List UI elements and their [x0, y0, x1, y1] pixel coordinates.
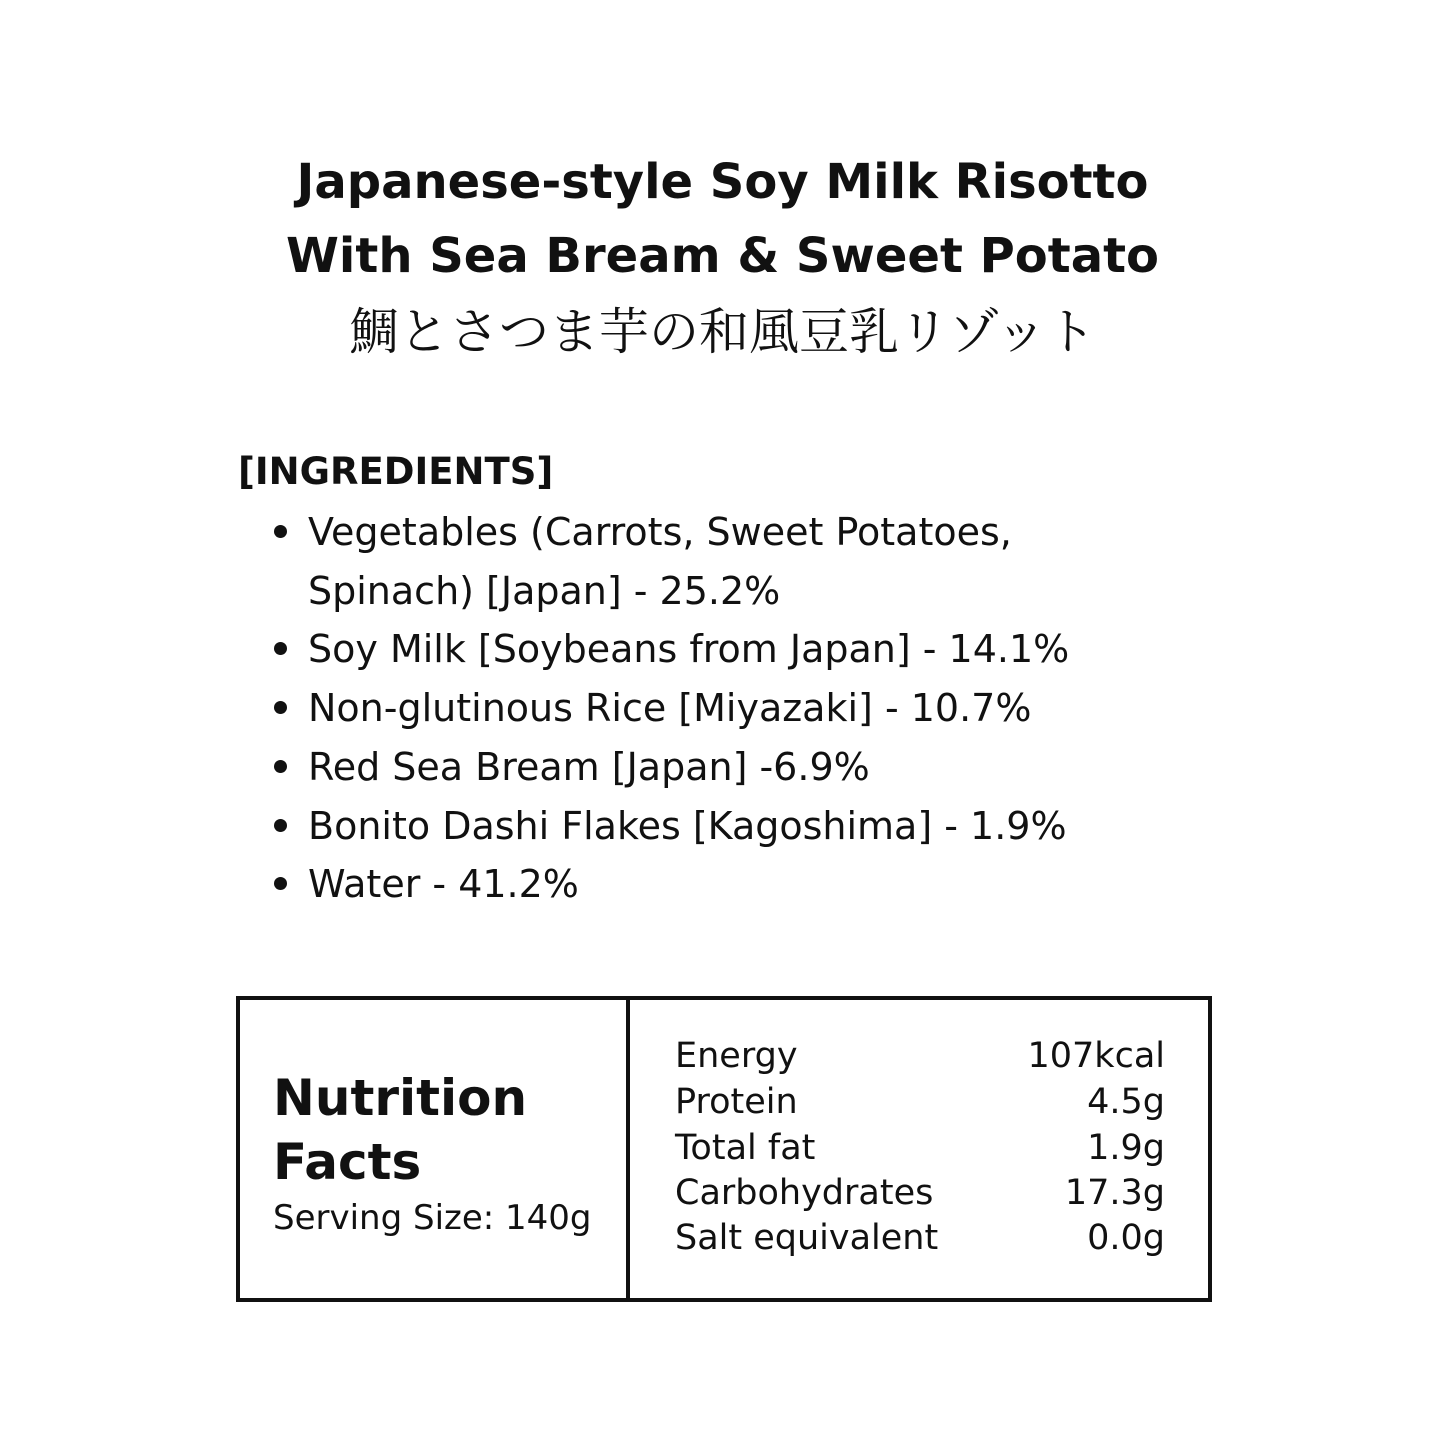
- nutrition-header-panel: [240, 1000, 630, 1298]
- bullet-icon: [274, 525, 287, 538]
- bullet-icon: [274, 819, 287, 832]
- nutrition-label: Carbohydrates: [675, 1173, 934, 1213]
- ingredients-list: [270, 503, 1170, 914]
- nutrition-label: Protein: [675, 1082, 798, 1122]
- ingredient-text: Vegetables (Carrots, Sweet Potatoes, Spinach) [Japan] - 25.2%: [308, 510, 1012, 613]
- nutrition-label: Salt equivalent: [675, 1218, 939, 1258]
- product-title: [0, 145, 1445, 371]
- bullet-icon: [274, 642, 287, 655]
- title-line-1: Japanese-style Soy Milk Risotto: [296, 154, 1149, 210]
- ingredient-item: [270, 503, 1170, 620]
- nutrition-value: 17.3g: [1064, 1173, 1165, 1213]
- nutrition-values-panel: [630, 1000, 1208, 1298]
- nutrition-label: Total fat: [675, 1128, 816, 1168]
- ingredient-text: Non-glutinous Rice [Miyazaki] - 10.7%: [308, 686, 1032, 731]
- title-line-2: With Sea Bream & Sweet Potato: [285, 228, 1160, 284]
- ingredient-text: Water - 41.2%: [308, 862, 579, 907]
- nutrition-value: 1.9g: [1087, 1128, 1165, 1168]
- bullet-icon: [274, 760, 287, 773]
- serving-size: Serving Size: 140g: [273, 1198, 592, 1238]
- nutrition-title-line-1: Nutrition: [273, 1069, 528, 1127]
- nutrition-row-total-fat: [675, 1125, 1165, 1171]
- ingredient-item: [270, 738, 1170, 797]
- nutrition-value: 4.5g: [1087, 1082, 1165, 1122]
- ingredient-text: Red Sea Bream [Japan] -6.9%: [308, 744, 870, 789]
- bullet-icon: [274, 701, 287, 714]
- ingredient-item: [270, 797, 1170, 856]
- ingredient-item: [270, 679, 1170, 738]
- ingredient-text: Soy Milk [Soybeans from Japan] - 14.1%: [308, 627, 1070, 672]
- bullet-icon: [274, 877, 287, 890]
- ingredient-item: [270, 855, 1170, 914]
- nutrition-title-line-2: Facts: [273, 1133, 422, 1191]
- nutrition-row-protein: [675, 1079, 1165, 1125]
- ingredients-heading: [INGREDIENTS]: [238, 450, 554, 493]
- ingredient-text: Bonito Dashi Flakes [Kagoshima] - 1.9%: [308, 803, 1067, 848]
- ingredient-item: [270, 620, 1170, 679]
- nutrition-row-energy: [675, 1033, 1165, 1079]
- nutrition-row-carbohydrates: [675, 1170, 1165, 1216]
- title-japanese: 鯛とさつま芋の和風豆乳リゾット: [349, 303, 1096, 361]
- nutrition-facts-box: [236, 996, 1212, 1302]
- nutrition-value: 0.0g: [1087, 1218, 1165, 1258]
- nutrition-value: 107kcal: [1027, 1036, 1165, 1076]
- nutrition-label: Energy: [675, 1036, 798, 1076]
- nutrition-facts-title: [273, 1066, 603, 1194]
- nutrition-row-salt-equivalent: [675, 1215, 1165, 1261]
